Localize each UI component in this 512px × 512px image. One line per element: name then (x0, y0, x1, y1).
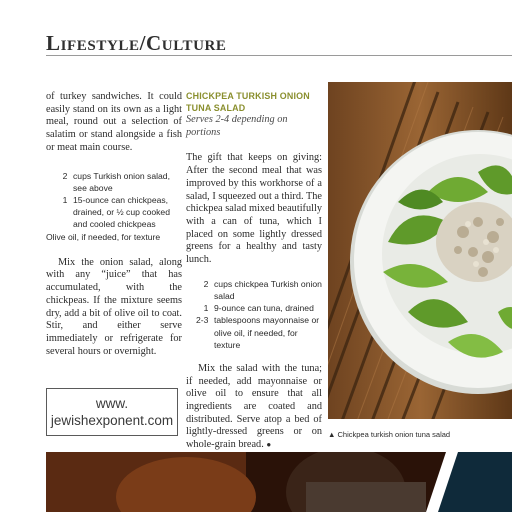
ingredient-item (196, 314, 322, 351)
ingredient-item (59, 170, 182, 194)
header-rule (46, 55, 512, 56)
section-title: Lifestyle/Culture (46, 31, 227, 55)
ingredient-item (200, 302, 322, 314)
serves-note: Serves 2-4 depending on portions (186, 114, 288, 138)
ingredient-item (46, 231, 182, 243)
recipe-title-line1: CHICKPEA TURKISH ONION (186, 91, 310, 101)
ingredient-text: cups Turkish onion salad, see above (73, 170, 170, 193)
ingredient-qty: 2 (203, 278, 209, 289)
website-box[interactable] (46, 388, 178, 436)
ingredient-qty: 1 (203, 303, 209, 314)
website-domain: jewishexponent.com (50, 413, 174, 428)
photo-caption: ▲ Chickpea turkish onion tuna salad (328, 430, 451, 439)
ingredient-text: 15-ounce can chickpeas, drained, or ½ cup cooked and cooled chickpeas (73, 194, 170, 230)
method-paragraph: Mix the onion salad, along with any “juice” that has accumulated, with the chickpeas. If the mixture seems dry, add a bit of olive oil to coat. Stir, and either serve immediately or refrigerate for several hours or overnight. (46, 256, 182, 357)
column-left (46, 91, 182, 358)
salad-illustration (328, 82, 512, 419)
bottom-photo (46, 452, 512, 512)
ingredient-item (59, 194, 182, 231)
ingredient-text: Olive oil, if needed, for texture (46, 231, 161, 242)
intro-paragraph: The gift that keeps on giving: After the second meal that was improved by this workhorse of a salad, I squeezed out a third. The chickpea salad mixed beautifully with a can of tuna, which I placed on some lightly dressed greens for a healthy and tasty lunch. (186, 152, 322, 266)
recipe-title-line2: TUNA SALAD (186, 102, 246, 113)
salad-photo (328, 82, 512, 419)
ingredient-text: cups chickpea Turkish onion salad (214, 278, 322, 301)
ingredient-text: 9-ounce can tuna, drained (214, 303, 314, 314)
ingredient-list (46, 170, 182, 243)
intro-paragraph: of turkey sandwiches. It could easily stand on its own as a light meal, round out a selection of salatim or stand alongside a fish or meat main course. (46, 91, 182, 153)
method-paragraph (186, 363, 322, 452)
ingredient-item (200, 278, 322, 302)
method-text: Mix the salad with the tuna; if needed, add mayonnaise or olive oil to ensure that all ingredients are coated and distributed. Serve atop a bed of lightly-dressed greens or on whole-grain bread. (186, 362, 322, 451)
ingredient-qty: 2 (62, 170, 68, 181)
bottom-photo-illustration (46, 452, 512, 512)
ingredient-qty: 1 (62, 194, 68, 205)
website-prefix: www. (95, 396, 129, 411)
column-middle (186, 91, 322, 452)
ingredient-text: tablespoons mayonnaise or olive oil, if needed, for texture (214, 315, 320, 350)
recipe-title (186, 91, 322, 114)
end-mark-icon: ● (266, 440, 272, 450)
ingredient-qty: 2-3 (196, 315, 209, 326)
ingredient-list (186, 278, 322, 351)
